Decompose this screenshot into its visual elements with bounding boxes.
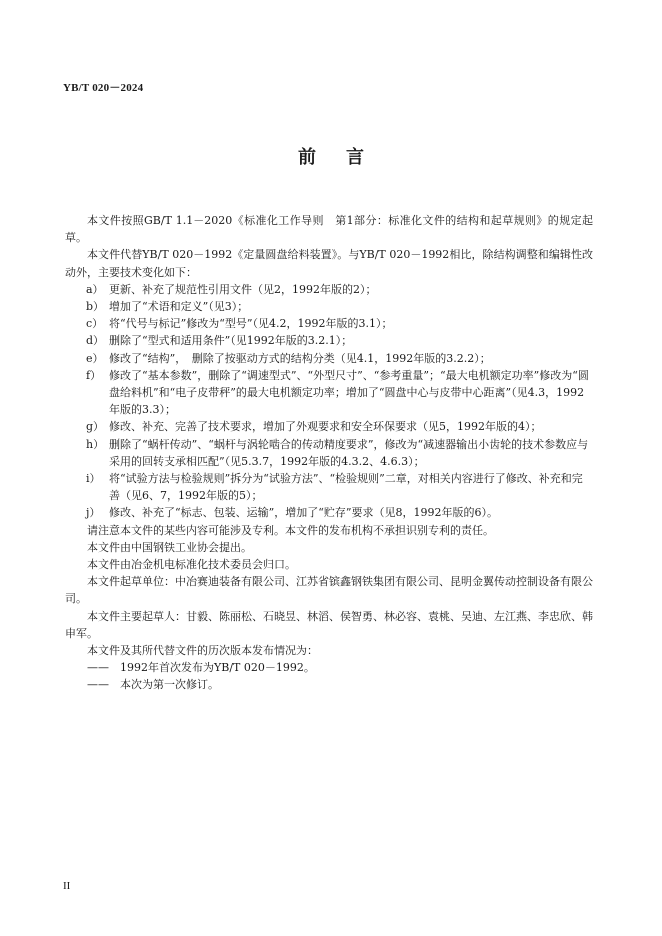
drafting-units: 本文件起草单位：中冶赛迪装备有限公司、江苏省镔鑫钢铁集团有限公司、昆明金翼传动控制设备有限公司。	[65, 575, 593, 606]
list-item	[65, 367, 593, 419]
paragraph: 本文件代替YB/T 020－1992《定量圆盘给料装置》。与YB/T 020－1992相比，除结构调整和编辑性改动外，主要技术变化如下：	[65, 248, 593, 279]
list-marker: e）	[86, 351, 104, 365]
list-item-text: 将“试验方法与检验规则”拆分为“试验方法”、“检验规则”二章，对相关内容进行了修改、补充和完善（见6、7，1992年版的5）；	[109, 472, 583, 503]
list-item-text: 修改了“基本参数”，删除了“调速型式”、“外型尺寸”、“参考重量”；“最大电机额定功率”修改为“圆盘给料机”和“电子皮带秤”的最大电机额定功率；增加了“圆盘中心与皮带中心距离”（见4.3，1992年版的3.3）；	[109, 368, 589, 417]
list-marker: d）	[86, 334, 105, 348]
technical-committee: 本文件由冶金机电标准化技术委员会归口。	[87, 558, 296, 572]
page-title: 前言	[298, 147, 394, 168]
list-item-text: 更新、补充了规范性引用文件（见2，1992年版的2）；	[109, 282, 377, 296]
list-marker: c）	[86, 317, 104, 331]
list-item	[65, 418, 593, 435]
list-item	[65, 504, 593, 521]
list-item	[65, 281, 593, 298]
history-item: —— 1992年首次发布为YB/T 020－1992。	[87, 661, 315, 675]
list-item-text: 删除了“型式和适用条件”（见1992年版的3.2.1）；	[109, 334, 353, 348]
list-item-text: 修改、补充了“标志、包装、运输”，增加了“贮存”要求（见8，1992年版的6）。	[109, 506, 498, 520]
changes-list	[65, 281, 593, 522]
list-marker: b）	[86, 300, 105, 314]
list-item	[65, 332, 593, 349]
list-item-text: 增加了“术语和定义”（见3）；	[109, 300, 249, 314]
list-item-text: 修改、补充、完善了技术要求，增加了外观要求和安全环保要求（见5，1992年版的4）；	[109, 420, 542, 434]
page-number: II	[63, 880, 71, 892]
list-marker: g）	[86, 420, 105, 434]
proposer: 本文件由中国钢铁工业协会提出。	[87, 540, 252, 554]
list-item	[65, 470, 593, 504]
list-item	[65, 436, 593, 470]
list-marker: a）	[86, 282, 104, 296]
patent-notice: 请注意本文件的某些内容可能涉及专利。本文件的发布机构不承担识别专利的责任。	[87, 523, 494, 537]
history-intro: 本文件及其所代替文件的历次版本发布情况为：	[87, 644, 318, 658]
list-item-text: 将“代号与标记”修改为“型号”（见4.2，1992年版的3.1）；	[109, 317, 393, 331]
list-item	[65, 298, 593, 315]
foreword-body	[65, 212, 593, 694]
list-item	[65, 315, 593, 332]
paragraph: 本文件按照GB/T 1.1－2020《标准化工作导则 第1部分：标准化文件的结构和起草规则》的规定起草。	[65, 214, 593, 245]
list-item	[65, 350, 593, 367]
list-marker: i）	[86, 472, 101, 486]
list-marker: f）	[86, 368, 102, 382]
list-marker: j）	[86, 506, 101, 520]
list-item-text: 删除了“蜗杆传动”、“蜗杆与涡轮啮合的传动精度要求”，修改为“减速器输出小齿轮的技术参数应与采用的回转支承相匹配”（见5.3.7，1992年版的4.3.2、4.6.3）；	[109, 437, 589, 468]
list-item-text: 修改了“结构”， 删除了按驱动方式的结构分类（见4.1，1992年版的3.2.2）；	[109, 351, 491, 365]
drafters: 本文件主要起草人：甘毅、陈丽松、石晓昱、林滔、侯智勇、林必容、袁桃、吴迪、左江燕、李忠欣、韩申军。	[65, 609, 593, 640]
standard-code: YB/T 020－2024	[63, 82, 144, 94]
history-item: —— 本次为第一次修订。	[87, 678, 219, 692]
list-marker: h）	[86, 437, 105, 451]
